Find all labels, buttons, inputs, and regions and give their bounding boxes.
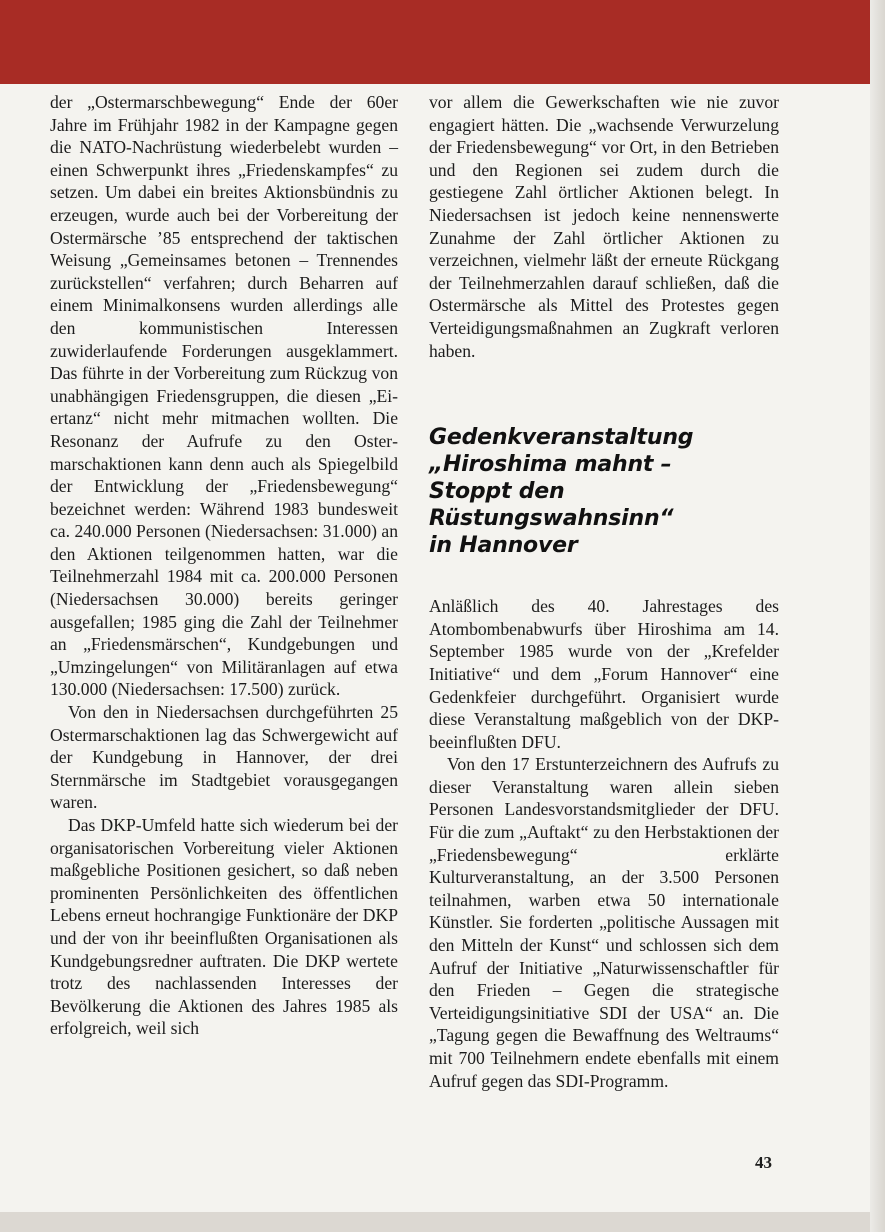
heading-line-2: „Hiroshima mahnt – bbox=[429, 452, 672, 478]
heading-line-4: Rüstungswahnsinn“ bbox=[429, 506, 674, 532]
left-paragraph-3: Das DKP-Umfeld hatte sich wiederum bei der organisatorischen Vorbereitung vieler Aktionen maßgebliche Positionen gesichert, so daß neben prominenten Persönlichkeiten des öffentlichen Lebens erneut hochrangige Funktionäre der DKP und der von ihr beeinflußten Organisationen als Kundgebungsredner auftraten. Die DKP wertete trotz des nachlassenden Interesses der Bevölkerung die Aktionen des Jahres 1985 als erfolgreich, weil sich bbox=[50, 815, 398, 1039]
left-paragraph-1: der „Ostermarschbewegung“ Ende der 60er Jahre im Frühjahr 1982 in der Kampagne gegen die NATO-Nachrüstung wiederbelebt wurden – einen Schwerpunkt ihres „Friedenskampfes“ zu setzen. Um dabei ein breites Aktionsbündnis zu erzeugen, wurde auch bei der Vorbereitung der Ostermärsche ’85 entsprechend der taktischen Weisung „Gemeinsames betonen – Trennendes zurückstellen“ verfahren; durch Beharren auf einem Minimalkonsens wurden allerdings alle den kommunistischen Interessen zuwiderlaufende Forderungen ausgeklammert. Das führte in der Vorbereitung zum Rückzug von unabhängigen Friedensgruppen, die diesen „Eiertanz“ nicht mehr mitmachen wollten. Die Resonanz der Aufrufe zu den Ostermarschaktionen kann denn auch als Spiegelbild der Entwicklung der „Friedensbewegung“ bezeichnet werden: Während 1983 bundesweit ca. 240.000 Personen (Niedersachsen: 31.000) an den Aktionen teilgenommen hatten, war die Teilnehmerzahl 1984 mit ca. 200.000 Personen (Niedersachsen 30.000) bereits geringer ausgefallen; 1985 ging die Zahl der Teilnehmer an „Friedensmärschen“, Kundgebungen und „Umzingelungen“ von Militäranlagen auf etwa 130.000 (Niedersachsen: 17.500) zurück. bbox=[50, 92, 398, 700]
right-column bbox=[429, 91, 779, 1092]
right-paragraph-2: Anläßlich des 40. Jahrestages des Atombombenabwurfs über Hiroshima am 14. September 1985 wurde von der „Krefelder Initiative“ und dem „Forum Hannover“ eine Gedenkfeier durchgeführt. Organisiert wurde diese Veranstaltung maßgeblich von der DKP-beeinflußten DFU. bbox=[429, 596, 779, 752]
heading-line-1: Gedenkveranstaltung bbox=[429, 425, 694, 451]
heading-line-5: in Hannover bbox=[429, 533, 578, 559]
right-paragraph-1: vor allem die Gewerkschaften wie nie zuvor engagiert hätten. Die „wachsende Verwurzelung der Friedensbewegung“ vor Ort, in den Betrieben und den Regionen sei zudem durch die gestiegene Zahl örtlicher Aktionen belegt. In Niedersachsen ist jedoch keine nennenswerte Zunahme der Zahl örtlicher Aktionen zu verzeichnen, vielmehr läßt der erneute Rückgang der Teilnehmerzahlen darauf schließen, daß die Ostermärsche als Mittel des Protestes gegen Verteidigungsmaßnahmen an Zugkraft verloren haben. bbox=[429, 92, 779, 361]
page-number: 43 bbox=[755, 1153, 772, 1172]
header-color-band bbox=[0, 0, 885, 84]
left-paragraph-2: Von den in Niedersachsen durchgeführten 25 Ostermarschaktionen lag das Schwergewicht auf der Kundgebung in Hannover, der drei Sternmärsche im Stadtgebiet vorausgegangen waren. bbox=[50, 702, 398, 813]
right-paragraph-3: Von den 17 Erstunterzeichnern des Aufrufs zu dieser Veranstaltung waren allein sieben Personen Landesvorstandsmitglieder der DFU. Für die zum „Auftakt“ zu den Herbstaktionen der „Friedensbewegung“ erklärte Kulturveranstaltung, an der 3.500 Personen teilnahmen, warben etwa 50 internationale Künstler. Sie forderten „politische Aussagen mit den Mitteln der Kunst“ und schlossen sich dem Aufruf der Initiative „Naturwissenschaftler für den Frieden – Gegen die strategische Verteidigungsinitiative SDI der USA“ an. Die „Tagung gegen die Bewaffnung des Weltraums“ mit 700 Teilnehmern endete ebenfalls mit einem Aufruf gegen das SDI-Programm. bbox=[429, 754, 779, 1091]
page-bottom-edge bbox=[0, 1212, 885, 1232]
section-heading bbox=[429, 424, 779, 559]
heading-line-3: Stoppt den bbox=[429, 479, 565, 505]
page-right-edge bbox=[870, 0, 885, 1232]
left-column bbox=[50, 91, 398, 1040]
